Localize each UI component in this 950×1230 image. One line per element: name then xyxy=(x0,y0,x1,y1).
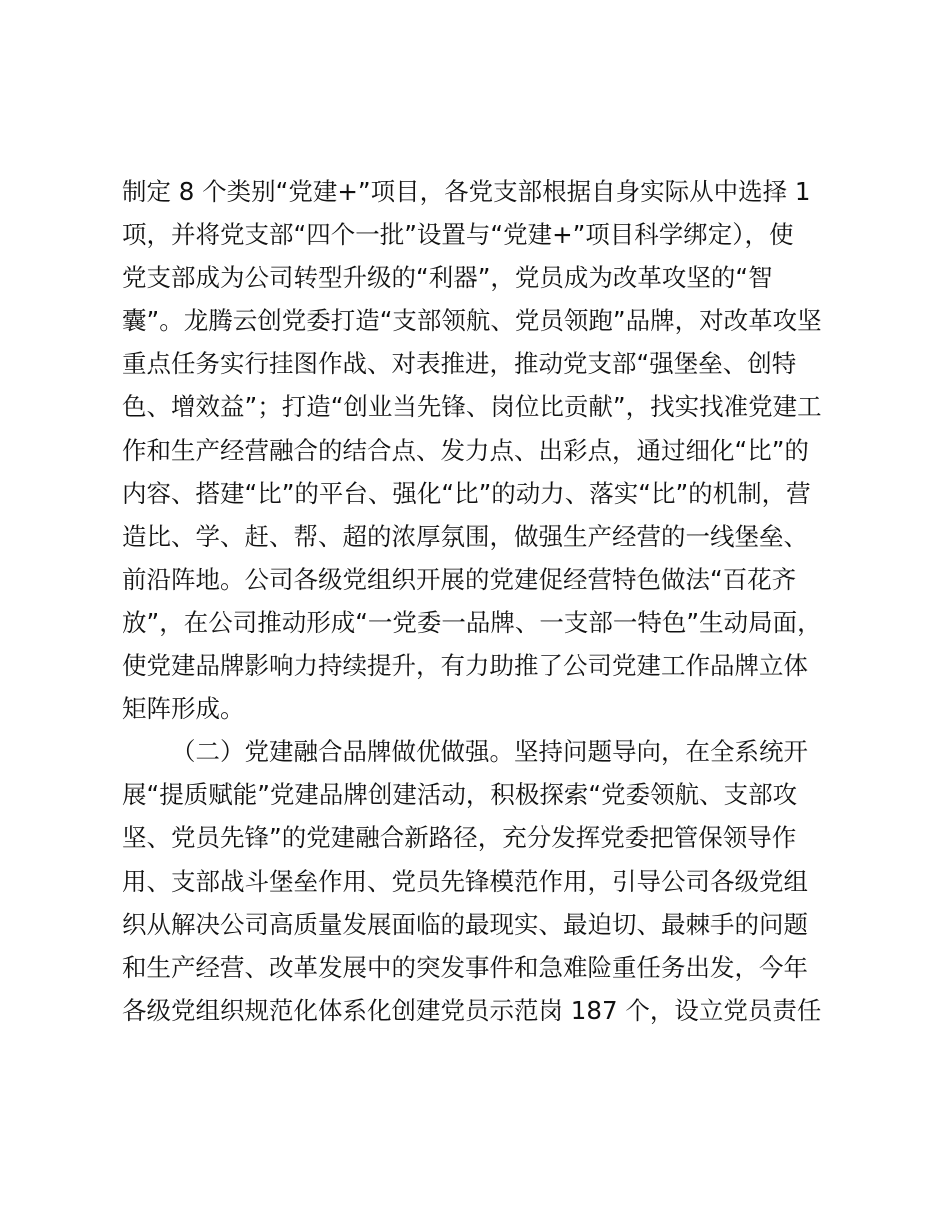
text-line: 用、支部战斗堡垒作用、党员先锋模范作用，引导公司各级党组 xyxy=(122,866,808,896)
text-line: 坚、党员先锋”的党建融合新路径，充分发挥党委把管保领导作 xyxy=(122,823,797,853)
text-line: 内容、搭建“比”的平台、强化“比”的动力、落实“比”的机制，营 xyxy=(122,478,811,508)
text-line: 重点任务实行挂图作战、对表推进，推动党支部“强堡垒、创特 xyxy=(122,349,797,379)
text-line: 前沿阵地。公司各级党组织开展的党建促经营特色做法“百花齐 xyxy=(122,564,797,594)
text-line: 项，并将党支部“四个一批”设置与“党建+”项目科学绑定），使 xyxy=(122,220,794,250)
text-line: 放”，在公司推动形成“一党委一品牌、一支部一特色”生动局面， xyxy=(122,607,822,637)
text-line: 展“提质赋能”党建品牌创建活动，积极探索“党委领航、支部攻 xyxy=(122,780,798,810)
text-line: 造比、学、赶、帮、超的浓厚氛围，做强生产经营的一线堡垒、 xyxy=(122,521,808,551)
text-line: 各级党组织规范化体系化创建党员示范岗 187 个，设立党员责任 xyxy=(122,995,822,1025)
text-line: 作和生产经营融合的结合点、发力点、出彩点，通过细化“比”的 xyxy=(122,435,809,465)
text-line: 制定 8 个类别“党建+”项目，各党支部根据自身实际从中选择 1 xyxy=(122,177,811,206)
body-text xyxy=(122,170,842,1032)
section-heading-line: （二）党建融合品牌做优做强。坚持问题导向，在全系统开 xyxy=(171,737,808,767)
text-line: 织从解决公司高质量发展面临的最现实、最迫切、最棘手的问题 xyxy=(122,909,808,939)
text-line: 党支部成为公司转型升级的“利器”，党员成为改革攻坚的“智 xyxy=(122,263,773,293)
text-line: 色、增效益”；打造“创业当先锋、岗位比贡献”，找实找准党建工 xyxy=(122,392,822,422)
text-line: 使党建品牌影响力持续提升，有力助推了公司党建工作品牌立体 xyxy=(122,651,808,681)
text-line: 和生产经营、改革发展中的突发事件和急难险重任务出发，今年 xyxy=(122,952,808,982)
text-line: 矩阵形成。 xyxy=(122,694,245,724)
text-line: 囊”。龙腾云创党委打造“支部领航、党员领跑”品牌，对改革攻坚 xyxy=(122,306,822,336)
